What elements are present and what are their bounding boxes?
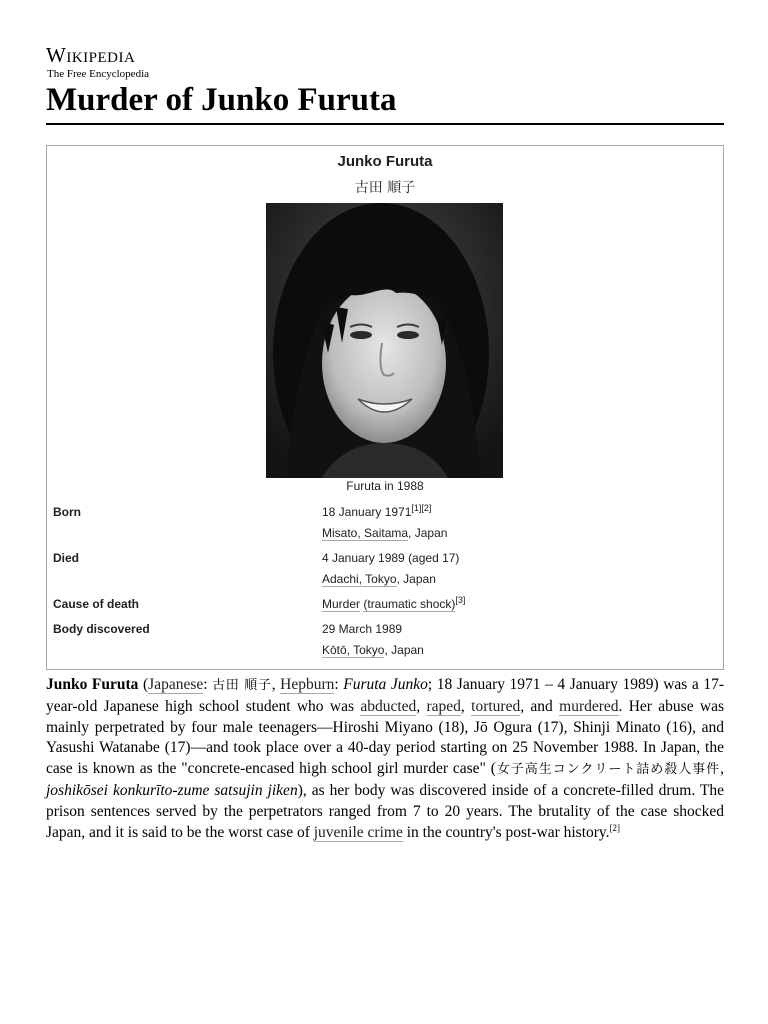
hepburn-link[interactable]: Hepburn xyxy=(280,676,335,693)
lead-paragraph: Junko Furuta (Japanese: 古田 順子, Hepburn: Furuta Junko; 18 January 1971 – 4 January 1989) was a 17-year-old Japanese high school student who was abducted, raped, tortured, and murdered. Her abuse was mainly perpetrated by four male teenagers—Hiroshi Miyano (18), Jō Ogura (17), Shinji Minato (16), and Yasushi Watanabe (17)—and took place over a 40-day period starting on 25 November 1988. In Japan, the case is known as the "concrete-encased high school girl murder case" (女子高生コンクリート詰め殺人事件, joshikōsei konkurīto-zume satsujin jiken), as her body was discovered inside of a concrete-filled drum. The prison sentences served by the perpetrators ranged from 7 to 20 years. The brutality of the case shocked Japan, and it is said to be the worst case of juvenile crime in the country's post-war history.[2] xyxy=(46,676,725,841)
case-japanese-name: 女子高生コンクリート詰め殺人事件 xyxy=(495,762,721,778)
abducted-link[interactable]: abducted xyxy=(360,697,417,715)
japanese-link[interactable]: Japanese xyxy=(148,676,204,693)
title-divider xyxy=(46,123,724,125)
murdered-link[interactable]: murdered xyxy=(559,697,619,715)
infobox-row-born xyxy=(53,502,717,544)
wikipedia-wordmark[interactable]: Wikipedia xyxy=(46,43,136,67)
infobox-row-died xyxy=(53,548,717,590)
wikipedia-tagline: The Free Encyclopedia xyxy=(47,68,150,80)
body-label: Body discovered xyxy=(53,622,150,636)
body-place-rest: , Japan xyxy=(384,643,424,657)
citation-lead-2[interactable]: [2] xyxy=(609,822,621,833)
died-place-rest: , Japan xyxy=(396,572,436,586)
portrait-photo[interactable] xyxy=(266,203,503,478)
tortured-link[interactable]: tortured xyxy=(471,697,521,715)
died-place-link[interactable]: Adachi, Tokyo xyxy=(322,572,397,586)
traumatic-shock-link[interactable]: (traumatic shock) xyxy=(363,597,456,611)
murder-link[interactable]: Murder xyxy=(322,597,361,611)
infobox-name: Junko Furuta xyxy=(337,153,433,170)
body-value xyxy=(322,619,424,661)
case-romanized-name: joshikōsei konkurīto-zume satsujin jiken xyxy=(46,781,298,799)
cause-value xyxy=(322,594,465,615)
photo-caption: Furuta in 1988 xyxy=(346,479,424,493)
juvenile-crime-link[interactable]: juvenile crime xyxy=(313,823,403,841)
cause-label: Cause of death xyxy=(53,597,140,611)
citation-3[interactable]: [3] xyxy=(455,595,466,605)
infobox-row-cause xyxy=(53,594,717,615)
died-date: 4 January 1989 (aged 17) xyxy=(322,551,460,565)
citation-2[interactable]: [2] xyxy=(421,503,432,513)
died-value xyxy=(322,548,459,590)
raped-link[interactable]: raped xyxy=(426,697,461,715)
born-label: Born xyxy=(53,505,81,519)
born-place-link[interactable]: Misato, Saitama xyxy=(322,526,409,540)
born-value xyxy=(322,502,447,544)
japanese-name: 古田 順子 xyxy=(212,678,272,693)
subject-name: Junko Furuta xyxy=(46,676,139,693)
infobox-native-name: 古田 順子 xyxy=(354,180,416,196)
born-place-rest: , Japan xyxy=(408,526,448,540)
body-date: 29 March 1989 xyxy=(322,622,403,636)
page-title: Murder of Junko Furuta xyxy=(46,82,397,118)
portrait-image xyxy=(266,203,503,478)
died-label: Died xyxy=(53,551,80,565)
infobox xyxy=(46,145,724,670)
body-place-link[interactable]: Kōtō, Tokyo xyxy=(322,643,385,657)
infobox-row-body xyxy=(53,619,717,661)
citation-1[interactable]: [1] xyxy=(411,503,422,513)
born-date: 18 January 1971 xyxy=(322,505,412,519)
romanized-name: Furuta Junko xyxy=(343,676,428,693)
